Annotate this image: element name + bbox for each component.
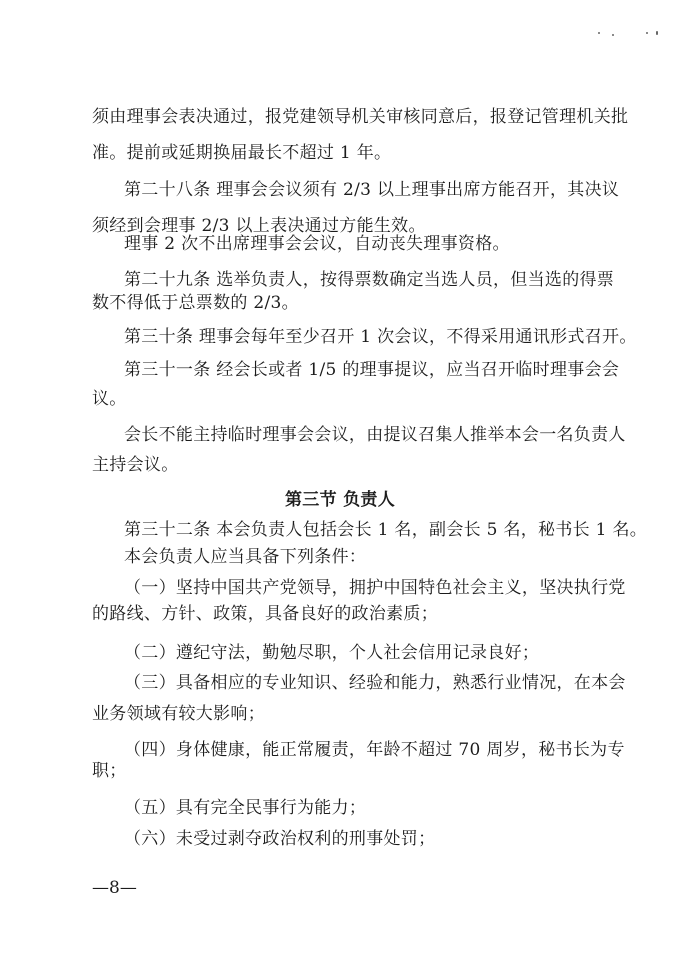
page-number: —8— [92,878,137,898]
body-line: 业务领域有较大影响； [92,704,265,724]
section-heading: 第三节 负责人 [284,490,396,510]
scan-speck [612,34,614,36]
body-line: 准。提前或延期换届最长不超过 1 年。 [92,143,392,163]
body-line: 理事 2 次不出席理事会会议，自动丧失理事资格。 [124,234,510,254]
body-line: 会长不能主持临时理事会会议，由提议召集人推举本会一名负责人 [124,425,626,445]
scan-speck [646,32,648,34]
condition-item: （五）具有完全民事行为能力； [124,798,367,818]
body-line: 须经到会理事 2/3 以上表决通过方能生效。 [92,216,426,236]
article-30-line: 第三十条 理事会每年至少召开 1 次会议，不得采用通讯形式召开。 [124,327,637,347]
body-line: 数不得低于总票数的 2/3。 [92,293,299,313]
article-31-line: 第三十一条 经会长或者 1/5 的理事提议，应当召开临时理事会会 [124,360,620,380]
condition-item: （四）身体健康，能正常履责，年龄不超过 70 周岁，秘书长为专 [124,740,625,760]
body-line: 须由理事会表决通过，报党建领导机关审核同意后，报登记管理机关批 [92,107,629,127]
article-28-line: 第二十八条 理事会会议须有 2/3 以上理事出席方能召开，其决议 [124,180,620,200]
scan-speck [598,32,600,34]
condition-item: （三）具备相应的专业知识、经验和能力，熟悉行业情况，在本会 [124,673,626,693]
body-line: 主持会议。 [92,455,179,475]
condition-item: （一）坚持中国共产党领导，拥护中国特色社会主义，坚决执行党 [124,578,626,598]
condition-item: （六）未受过剥夺政治权利的刑事处罚； [124,829,436,849]
article-29-line: 第二十九条 选举负责人，按得票数确定当选人员，但当选的得票 [124,270,615,290]
body-line: 职； [92,761,127,781]
condition-item: （二）遵纪守法，勤勉尽职，个人社会信用记录良好； [124,643,540,663]
scan-speck [656,31,658,35]
body-line: 的路线、方针、政策，具备良好的政治素质； [92,604,438,624]
article-32-line: 第三十二条 本会负责人包括会长 1 名，副会长 5 名，秘书长 1 名。 [124,520,648,540]
body-line: 本会负责人应当具备下列条件： [124,547,367,567]
body-line: 议。 [92,389,127,409]
